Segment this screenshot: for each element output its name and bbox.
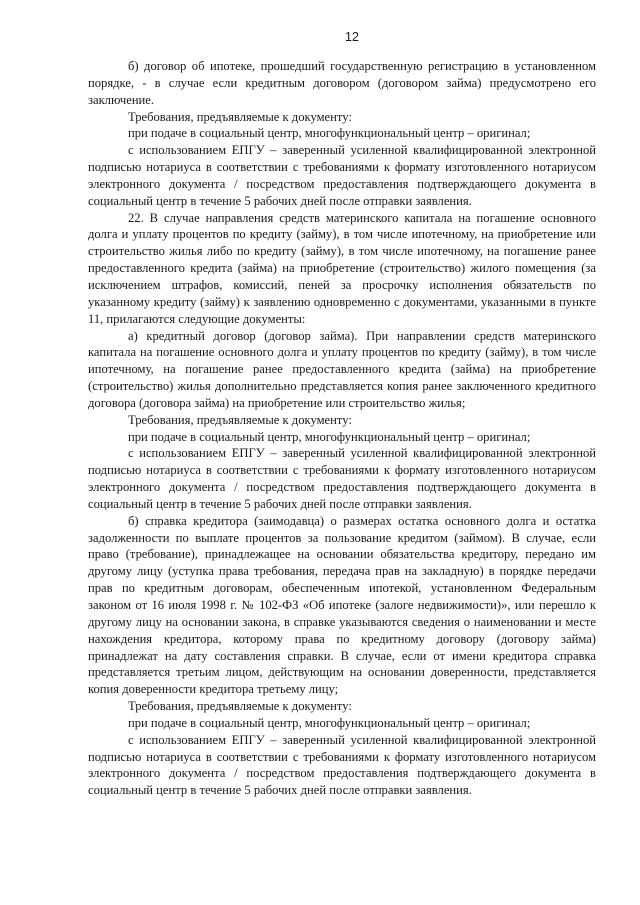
paragraph-credit-agreement: а) кредитный договор (договор займа). При направлении средств материнского капитала на погашение основного долга и уплату процентов по кредиту (займу), в том числе ипотечному, на погашение ранее предоставленного кредита (займа) на приобретение (строительство) жилья дополнительно представляется копия ранее заключенного кредитного договора (договора займа) на приобретение или строительство жилья;	[88, 328, 596, 410]
paragraph-requirement-original: при подаче в социальный центр, многофункциональный центр – оригинал;	[128, 126, 531, 141]
paragraph-requirements-heading: Требования, предъявляемые к документу:	[128, 412, 352, 427]
paragraph-requirement-original: при подаче в социальный центр, многофункциональный центр – оригинал;	[128, 429, 531, 444]
paragraph-requirements-heading: Требования, предъявляемые к документу:	[128, 109, 352, 124]
paragraph-requirement-original: при подаче в социальный центр, многофункциональный центр – оригинал;	[128, 715, 531, 730]
paragraph-requirements-heading: Требования, предъявляемые к документу:	[128, 699, 352, 714]
paragraph-requirement-epgu: с использованием ЕПГУ – заверенный усиленной квалифицированной электронной подписью нотариуса в соответствии с требованиями к формату изготовленного нотариусом электронного документа / посредством предоставления подтверждающего документа в социальный центр в течение 5 рабочих дней после отправки заявления.	[88, 446, 596, 511]
document-body	[88, 58, 596, 799]
paragraph-creditor-certificate: б) справка кредитора (заимодавца) о размерах остатка основного долга и остатка задолженности по выплате процентов за пользование кредитом (займом). В случае, если право (требование), принадлежащее на основании обязательства кредитору, передано им другому лицу (уступка права требования, передача прав на закладную) в порядке передачи прав по кредитным договорам, обеспеченным ипотекой, установленном Федеральным законом от 16 июля 1998 г. № 102-ФЗ «Об ипотеке (залоге недвижимости)», или перешло к другому лицу на основании закона, в справке указываются сведения о наименовании и месте нахождения кредитора, которому права по кредитному договору (договору займа) принадлежат на дату составления справки. В случае, если от имени кредитора справка представляется третьим лицом, действующим на основании доверенности, представляется копия доверенности кредитора третьему лицу;	[88, 513, 596, 697]
paragraph-clause-22: 22. В случае направления средств материнского капитала на погашение основного долга и уплату процентов по кредиту (займу), в том числе ипотечному, на приобретение или строительство жилья либо по кредиту (займу), в том числе ипотечному, на погашение ранее предоставленного кредита (займа) на приобретение (строительство) жилого помещения (за исключением штрафов, комиссий, пеней за просрочку исполнения обязательств по указанному кредиту (займу) к заявлению одновременно с документами, указанными в пункте 11, прилагаются следующие документы:	[88, 210, 596, 326]
paragraph-mortgage-agreement: б) договор об ипотеке, прошедший государственную регистрацию в установленном порядке, - в случае если кредитным договором (договором займа) предусмотрено его заключение.	[88, 59, 596, 107]
page-number: 12	[345, 30, 359, 44]
paragraph-requirement-epgu: с использованием ЕПГУ – заверенный усиленной квалифицированной электронной подписью нотариуса в соответствии с требованиями к формату изготовленного нотариусом электронного документа / посредством предоставления подтверждающего документа в социальный центр в течение 5 рабочих дней после отправки заявления.	[88, 143, 596, 208]
paragraph-requirement-epgu: с использованием ЕПГУ – заверенный усиленной квалифицированной электронной подписью нотариуса в соответствии с требованиями к формату изготовленного нотариусом электронного документа / посредством предоставления подтверждающего документа в социальный центр в течение 5 рабочих дней после отправки заявления.	[88, 732, 596, 798]
